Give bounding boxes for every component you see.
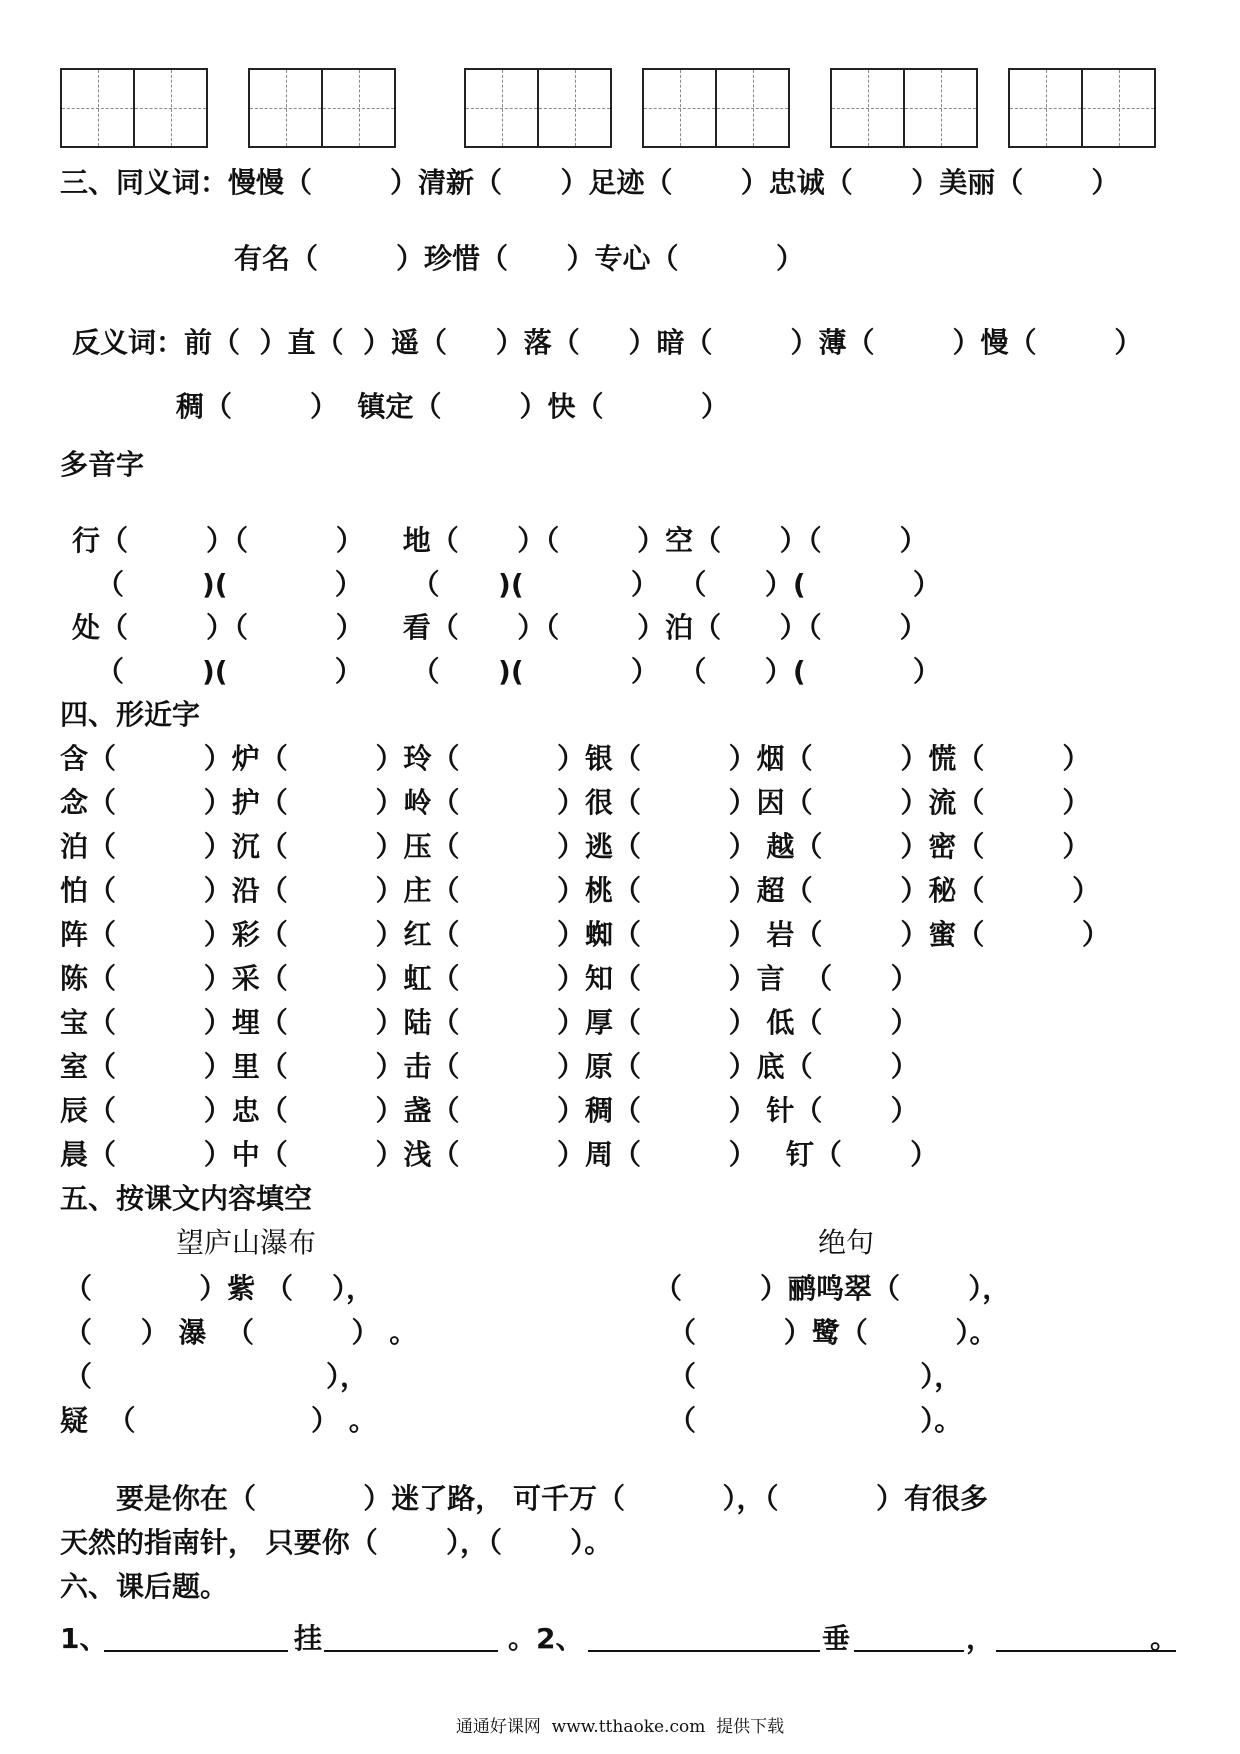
poems-title: 五、按课文内容填空	[60, 1182, 313, 1215]
writing-grid-3	[464, 68, 612, 148]
polyphones-title: 多音字	[60, 448, 145, 481]
similar-row-8: 室（ ）里（ ）击（ ）原（ ）底（ ）	[60, 1050, 919, 1083]
poem1-line-3: （ ），	[64, 1360, 368, 1393]
similar-row-7: 宝（ ）埋（ ）陆（ ）厚（ ） 低（ ）	[60, 1006, 919, 1039]
poem2-title: 绝句	[818, 1226, 875, 1259]
poem2-line-4: （ ）。	[668, 1404, 963, 1437]
q2-end: 。	[1150, 1622, 1179, 1655]
poem2-line-3: （ ），	[668, 1360, 963, 1393]
writing-grid-5	[830, 68, 978, 148]
antonyms-row-1: 反义词：前（ ）直（ ）遥（ ）落（ ）暗（ ）薄（ ）慢（ ）	[72, 326, 1143, 359]
similar-row-4: 怕（ ）沿（ ）庄（ ）桃（ ）超（ ）秘（ ）	[60, 874, 1101, 907]
synonyms-row-1: 三、同义词：慢慢（ ）清新（ ）足迹（ ）忠诚（ ）美丽（ ）	[60, 166, 1120, 199]
polyphones-row-4: （ )( ） （ )( ） （ ）( ）	[96, 655, 941, 688]
footer-credit: 通通好课网 www.tthaoke.com 提供下载	[455, 1717, 785, 1737]
passage-line-2: 天然的指南针， 只要你（ ），（ ）。	[60, 1526, 613, 1559]
q1-mid-word: 挂	[294, 1622, 323, 1655]
writing-grid-6	[1008, 68, 1156, 148]
antonyms-row-2: 稠（ ） 镇定（ ）快（ ）	[176, 390, 729, 423]
q1-end: 。2、	[508, 1622, 584, 1655]
poem1-line-2: （ ） 瀑 （ ） 。	[64, 1316, 418, 1349]
q1-blank-1[interactable]	[104, 1650, 288, 1652]
after-class-title: 六、课后题。	[60, 1570, 229, 1603]
poem1-title: 望庐山瀑布	[176, 1226, 317, 1259]
similar-row-9: 辰（ ）忠（ ）盏（ ）稠（ ） 针（ ）	[60, 1094, 919, 1127]
writing-grid-4	[642, 68, 790, 148]
similar-row-10: 晨（ ）中（ ）浅（ ）周（ ） 钉（ ）	[60, 1138, 939, 1171]
q2-blank-1[interactable]	[588, 1650, 820, 1652]
poem1-line-1: （ ）紫 （ ），	[64, 1272, 374, 1305]
polyphones-row-1: 行（ ）（ ） 地（ ）（ ）空（ ）（ ）	[72, 524, 928, 557]
writing-grid-2	[248, 68, 396, 148]
q1-label: 1、	[60, 1622, 108, 1655]
similar-row-1: 含（ ）炉（ ）玲（ ）银（ ）烟（ ）慌（ ）	[60, 742, 1091, 775]
similar-row-6: 陈（ ）采（ ）虹（ ）知（ ）言 （ ）	[60, 962, 919, 995]
q2-comma: ，	[966, 1622, 995, 1655]
passage-line-1: 要是你在（ ）迷了路， 可千万（ ），（ ）有很多	[116, 1482, 988, 1515]
similar-title: 四、形近字	[60, 698, 201, 731]
polyphones-row-3: 处（ ）（ ） 看（ ）（ ）泊（ ）（ ）	[72, 611, 928, 644]
q2-mid-word: 垂	[822, 1622, 851, 1655]
q2-blank-3[interactable]	[996, 1650, 1176, 1652]
similar-row-5: 阵（ ）彩（ ）红（ ）蜘（ ） 岩（ ）蜜（ ）	[60, 918, 1110, 951]
synonyms-row-2: 有名（ ）珍惜（ ）专心（ ）	[234, 242, 804, 275]
q2-blank-2[interactable]	[854, 1650, 964, 1652]
poem2-line-2: （ ）鹭（ ）。	[668, 1316, 998, 1349]
polyphones-row-2: （ )( ） （ )( ） （ ）( ）	[96, 568, 941, 601]
poem2-line-1: （ ）鹂鸣翠（ ），	[654, 1272, 1011, 1305]
poem1-line-4: 疑 （ ） 。	[60, 1404, 377, 1437]
q1-blank-2[interactable]	[324, 1650, 498, 1652]
writing-grid-1	[60, 68, 208, 148]
similar-row-3: 泊（ ）沉（ ）压（ ）逃（ ） 越（ ）密（ ）	[60, 830, 1091, 863]
similar-row-2: 念（ ）护（ ）岭（ ）很（ ）因（ ）流（ ）	[60, 786, 1091, 819]
